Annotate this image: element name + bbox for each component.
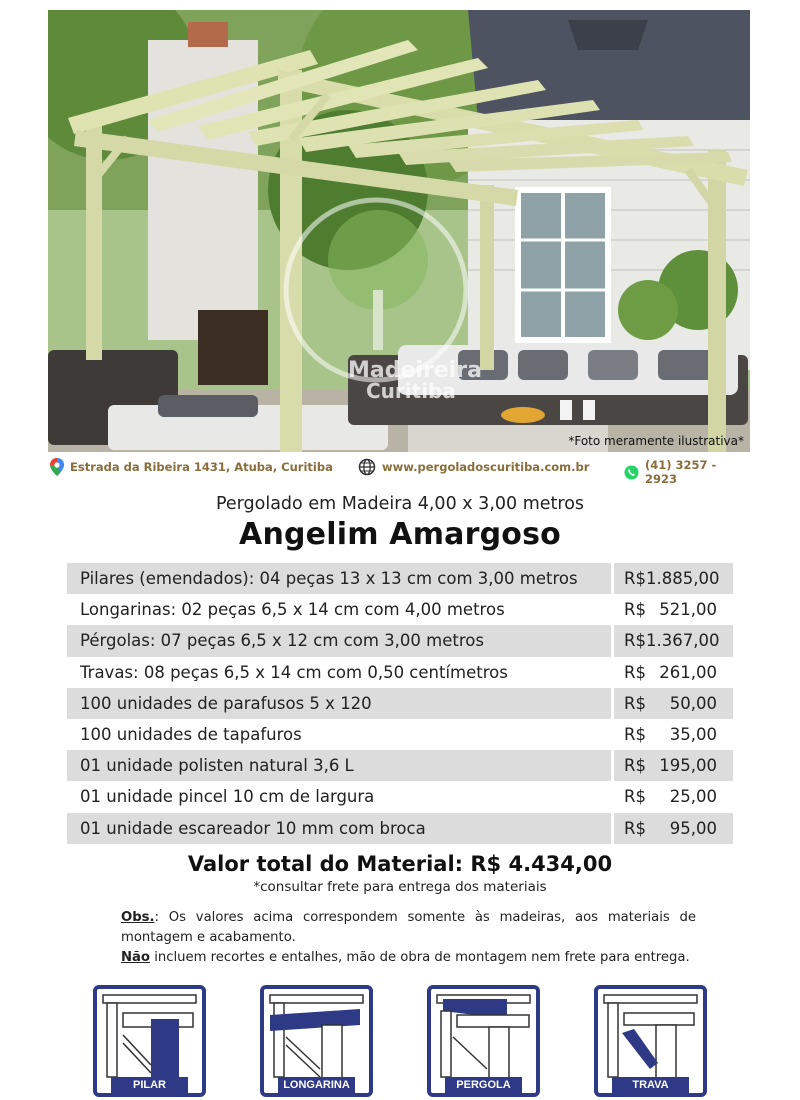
item-description: Longarinas: 02 peças 6,5 x 14 cm com 4,00 metros bbox=[80, 600, 505, 620]
map-pin-icon bbox=[50, 458, 64, 476]
item-description: 01 unidade polisten natural 3,6 L bbox=[67, 750, 611, 781]
table-row bbox=[67, 625, 733, 656]
item-price: R$ 261,00 bbox=[624, 662, 717, 682]
table-row bbox=[67, 563, 733, 594]
contact-phone[interactable] bbox=[624, 458, 750, 486]
observation-note bbox=[121, 908, 696, 968]
freight-note: *consultar frete para entrega dos materiais bbox=[253, 879, 547, 895]
table-row bbox=[67, 719, 733, 750]
not-included-text: incluem recortes e entalhes, mão de obra de montagem nem frete para entrega. bbox=[150, 950, 690, 965]
item-description: 100 unidades de tapafuros bbox=[80, 725, 302, 745]
diagram-trava bbox=[594, 985, 707, 1097]
item-description: Pilares (emendados): 04 peças 13 x 13 cm com 3,00 metros bbox=[67, 563, 611, 594]
svg-text:Madeireira: Madeireira bbox=[348, 358, 482, 383]
website-link[interactable]: www.pergoladoscuritiba.com.br bbox=[382, 460, 590, 474]
address-text: Estrada da Ribeira 1431, Atuba, Curitiba bbox=[70, 460, 333, 474]
phone-text[interactable]: (41) 3257 - 2923 bbox=[645, 458, 717, 486]
item-price: R$ 1.885,00 bbox=[614, 563, 733, 594]
obs-label: Obs. bbox=[121, 910, 155, 925]
globe-icon bbox=[358, 458, 376, 476]
product-title: Angelim Amargoso bbox=[239, 517, 561, 552]
contact-bar bbox=[48, 456, 750, 486]
not-included-label: Não bbox=[121, 950, 150, 965]
item-description: 01 unidade pincel 10 cm de largura bbox=[80, 787, 375, 807]
item-price: R$ 1.367,00 bbox=[614, 625, 733, 656]
pergola-illustration bbox=[48, 10, 750, 452]
item-description: Travas: 08 peças 6,5 x 14 cm com 0,50 centímetros bbox=[80, 662, 508, 682]
part-diagrams bbox=[93, 985, 713, 1097]
diagram-pilar bbox=[93, 985, 206, 1097]
item-description: 01 unidade escareador 10 mm com broca bbox=[67, 813, 611, 844]
diagram-pergola bbox=[427, 985, 540, 1097]
table-row bbox=[67, 813, 733, 844]
total-value: Valor total do Material: R$ 4.434,00 bbox=[187, 852, 613, 876]
diagram-label: LONGARINA bbox=[278, 1077, 355, 1093]
table-row bbox=[67, 781, 733, 812]
diagram-longarina bbox=[260, 985, 373, 1097]
product-subtitle: Pergolado em Madeira 4,00 x 3,00 metros bbox=[215, 494, 585, 514]
whatsapp-icon bbox=[624, 465, 639, 480]
item-price: R$ 521,00 bbox=[624, 600, 717, 620]
table-row bbox=[67, 750, 733, 781]
price-table bbox=[67, 563, 733, 844]
diagram-label: PILAR bbox=[111, 1077, 188, 1093]
table-row bbox=[67, 657, 733, 688]
item-description: 100 unidades de parafusos 5 x 120 bbox=[67, 688, 611, 719]
item-price: R$ 35,00 bbox=[624, 725, 717, 745]
contact-website[interactable] bbox=[358, 458, 589, 476]
contact-address bbox=[50, 458, 333, 476]
item-price: R$ 50,00 bbox=[614, 688, 733, 719]
item-description: Pérgolas: 07 peças 6,5 x 12 cm com 3,00 metros bbox=[67, 625, 611, 656]
item-price: R$ 195,00 bbox=[614, 750, 733, 781]
table-row bbox=[67, 688, 733, 719]
item-price: R$ 95,00 bbox=[614, 813, 733, 844]
diagram-label: TRAVA bbox=[612, 1077, 689, 1093]
hero-photo bbox=[48, 10, 750, 452]
diagram-label: PERGOLA bbox=[445, 1077, 522, 1093]
svg-text:Curitiba: Curitiba bbox=[366, 379, 456, 403]
photo-caption: *Foto meramente ilustrativa* bbox=[568, 434, 744, 448]
item-price: R$ 25,00 bbox=[624, 787, 717, 807]
table-row bbox=[67, 594, 733, 625]
obs-text: : Os valores acima correspondem somente às madeiras, aos materiais de montagem e acabamento. bbox=[121, 910, 696, 945]
